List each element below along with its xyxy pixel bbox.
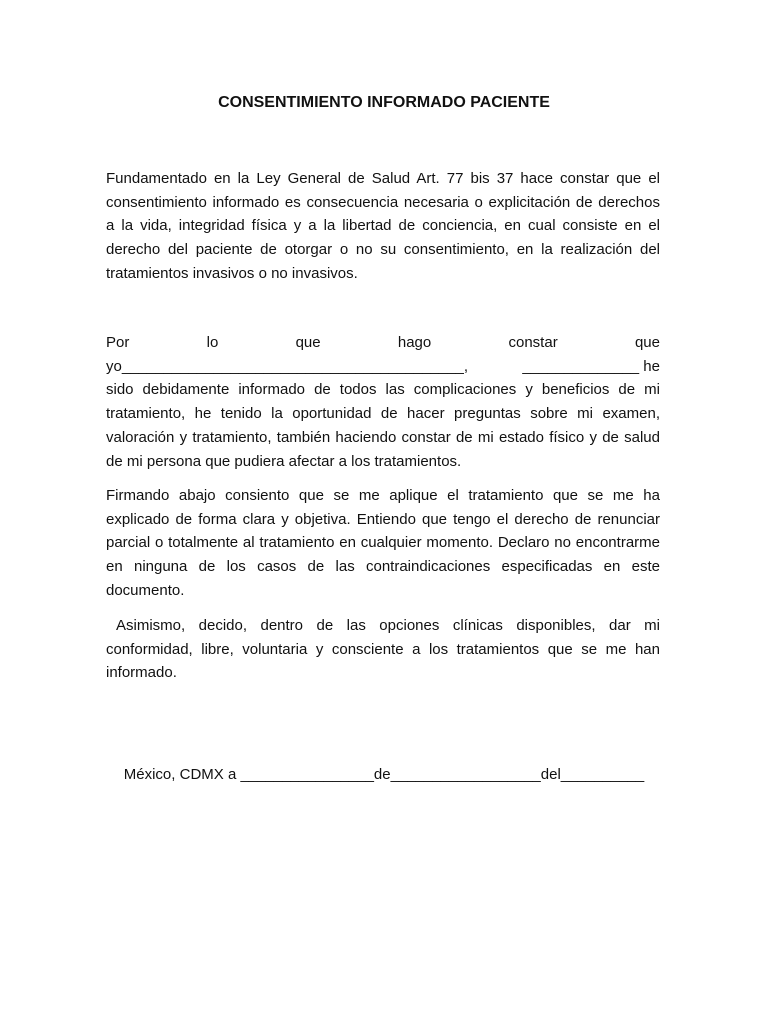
paragraph-consent-signature: Firmando abajo consiento que se me aplique el tratamiento que se me ha explicado de forma clara y objetiva. Entiendo que tengo el derecho de renunciar parcial o totalmente al tratamiento en cualquier momento. Declaro no encontrarme en ninguna de los casos de las contraindicaciones especificadas en este documento. (106, 487, 660, 599)
document-title: CONSENTIMIENTO INFORMADO PACIENTE (218, 94, 550, 111)
paragraph-legal-basis: Fundamentado en la Ley General de Salud Art. 77 bis 37 hace constar que el consentimiento informado es consecuencia necesaria o explicitación de derechos a la vida, integridad física y a la libertad de conciencia, en cual consiste en el derecho del paciente de otorgar o no su consentimiento, en la realización del tratamientos invasivos o no invasivos. (106, 170, 660, 282)
date-line (0, 766, 768, 783)
paragraph-patient-declaration (106, 331, 660, 473)
word: constar (508, 334, 558, 351)
conformity-text: Asimismo, decido, dentro de las opciones clínicas disponibles, dar mi conformidad, libre, voluntaria y consciente a los tratamientos que se me han informado. (106, 617, 660, 682)
word: lo (206, 334, 219, 351)
declaration-rest: sido debidamente informado de todos las complicaciones y beneficios de mi tratamiento, he tenido la oportunidad de hacer preguntas sobre mi examen, valoración y tratamiento, también haciendo constar de mi estado físico y de salud de mi persona que pudiera afectar a los tratamientos. (106, 381, 660, 470)
date-line-text: México, CDMX a ________________de__________________del__________ (123, 766, 645, 783)
declaration-line-2 (106, 355, 660, 379)
word: que (295, 334, 321, 351)
second-blank: ______________ he (522, 357, 660, 375)
word: Por (106, 334, 130, 351)
word: que (634, 334, 660, 351)
word: hago (397, 334, 432, 351)
paragraph-conformity (106, 614, 660, 685)
declaration-line-1 (106, 331, 660, 355)
name-blank: yo_________________________________________, (106, 357, 469, 375)
